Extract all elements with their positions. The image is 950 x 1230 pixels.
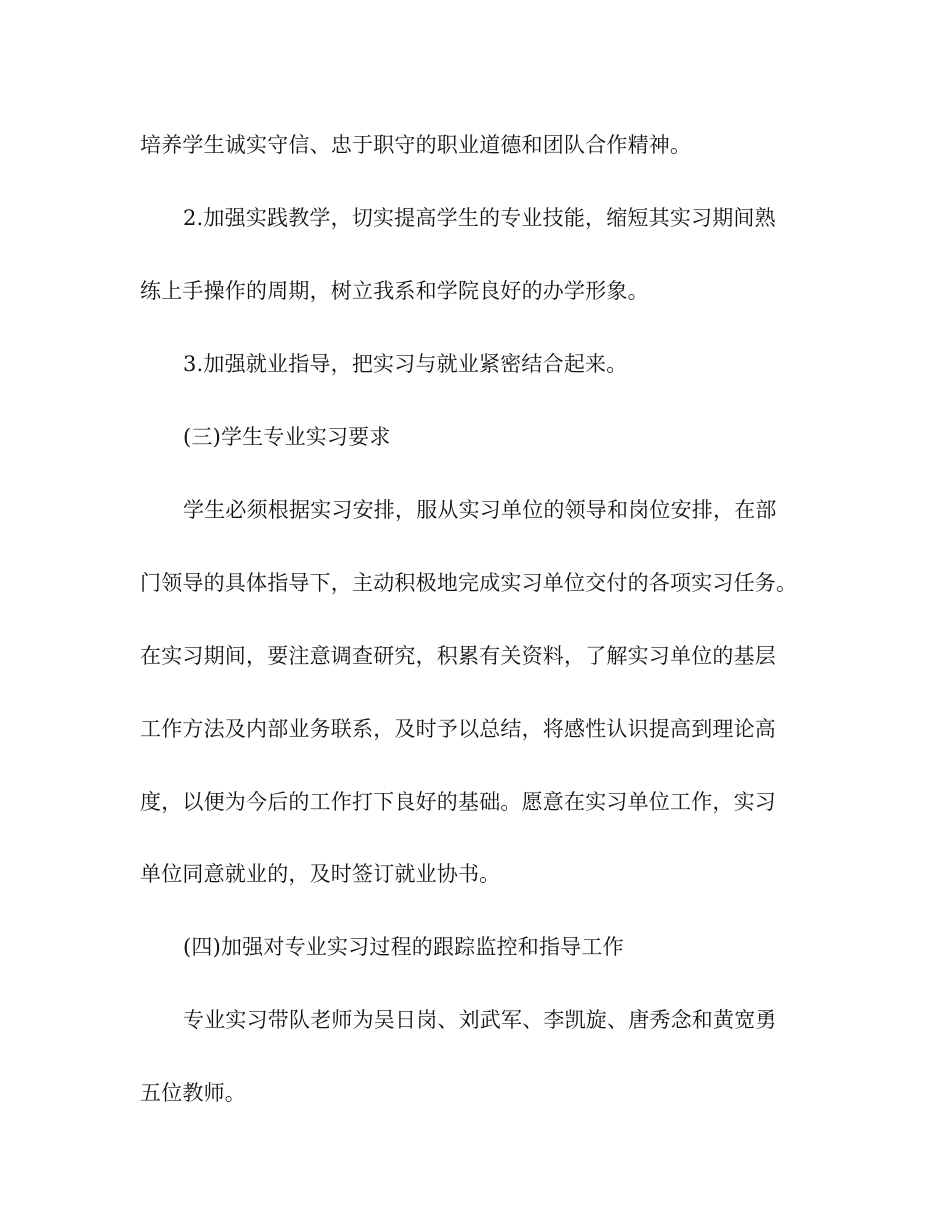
paragraph-line: 单位同意就业的，及时签订就业协书。 xyxy=(140,862,501,886)
paragraph-line: 培养学生诚实守信、忠于职守的职业道德和团队合作精神。 xyxy=(140,133,692,157)
paragraph-line: 专业实习带队老师为吴日岗、刘武军、李凯旋、唐秀念和黄宽勇 xyxy=(183,1008,777,1032)
section-heading: (三)学生专业实习要求 xyxy=(183,425,391,449)
paragraph-line: 五位教师。 xyxy=(140,1081,246,1105)
paragraph-line: 门领导的具体指导下，主动积极地完成实习单位交付的各项实习任务。 xyxy=(140,571,798,595)
paragraph-line: 工作方法及内部业务联系，及时予以总结，将感性认识提高到理论高 xyxy=(140,717,776,741)
paragraph-line: 在实习期间，要注意调查研究，积累有关资料，了解实习单位的基层 xyxy=(140,644,776,668)
paragraph-line: 度，以便为今后的工作打下良好的基础。愿意在实习单位工作，实习 xyxy=(140,790,776,814)
paragraph-line: 2.加强实践教学，切实提高学生的专业技能，缩短其实习期间熟 xyxy=(183,206,776,230)
paragraph-line: 3.加强就业指导，把实习与就业紧密结合起来。 xyxy=(183,352,628,376)
paragraph-line: 练上手操作的周期，树立我系和学院良好的办学形象。 xyxy=(140,279,649,303)
section-heading: (四)加强对专业实习过程的跟踪监控和指导工作 xyxy=(183,935,624,959)
paragraph-line: 学生必须根据实习安排，服从实习单位的领导和岗位安排，在部 xyxy=(183,498,777,522)
